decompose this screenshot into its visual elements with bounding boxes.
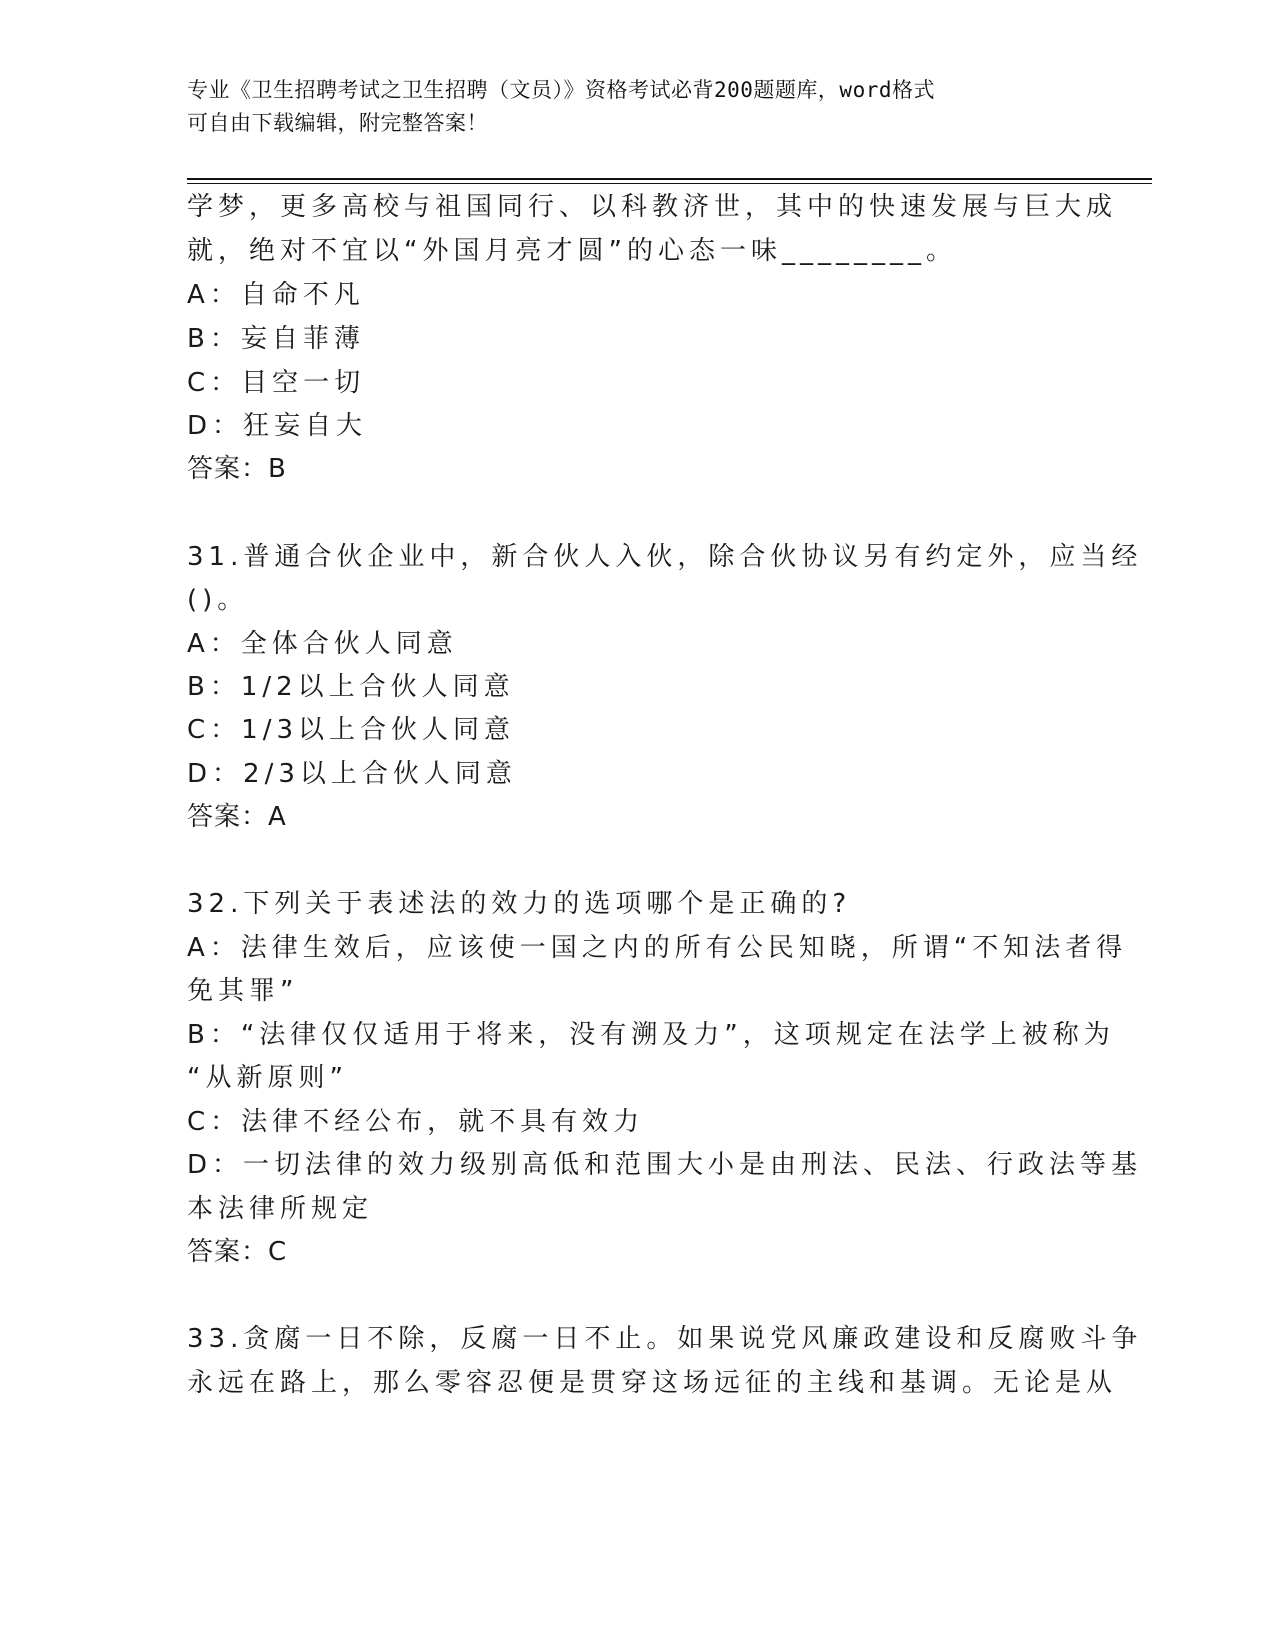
- q30-option-c: C：目空一切: [187, 368, 366, 398]
- header-line-2: 可自由下载编辑，附完整答案！: [187, 111, 488, 135]
- q32-option-a-line-1: A：法律生效后，应该使一国之内的所有公民知晓，所谓“不知法者得: [187, 933, 1128, 963]
- q31-stem-line-1: 31.普通合伙企业中，新合伙人入伙，除合伙协议另有约定外，应当经: [187, 542, 1143, 572]
- document-header: [187, 74, 1067, 140]
- q30-answer: 答案：B: [187, 454, 287, 484]
- q30-option-d: D：狂妄自大: [187, 411, 368, 441]
- q32-option-d-line-1: D：一切法律的效力级别高低和范围大小是由刑法、民法、行政法等基: [187, 1150, 1143, 1180]
- q32-option-a-line-2: 免其罪”: [187, 976, 299, 1006]
- q31-answer: 答案：A: [187, 802, 287, 832]
- q30-stem-line-1: 学梦，更多高校与祖国同行、以科教济世，其中的快速发展与巨大成: [187, 192, 1118, 222]
- q31-option-b: B：1/2以上合伙人同意: [187, 672, 515, 702]
- q33-stem-line-2: 永远在路上，那么零容忍便是贯穿这场远征的主线和基调。无论是从: [187, 1368, 1118, 1398]
- q31-stem-line-2: ()。: [187, 585, 249, 615]
- header-line-1: 专业《卫生招聘考试之卫生招聘（文员）》资格考试必背200题题库，word格式: [187, 78, 935, 102]
- q32-option-b-line-1: B：“法律仅仅适用于将来，没有溯及力”，这项规定在法学上被称为: [187, 1020, 1115, 1050]
- q32-option-b-line-2: “从新原则”: [187, 1063, 348, 1093]
- q30-option-b: B：妄自菲薄: [187, 324, 365, 354]
- q33-stem-line-1: 33.贪腐一日不除，反腐一日不止。如果说党风廉政建设和反腐败斗争: [187, 1324, 1143, 1354]
- q32-option-c: C：法律不经公布，就不具有效力: [187, 1107, 645, 1137]
- q31-option-c: C：1/3以上合伙人同意: [187, 715, 515, 745]
- q30-option-a: A：自命不凡: [187, 280, 365, 310]
- header-divider-thin: [187, 183, 1152, 184]
- header-divider-thick: [187, 178, 1152, 180]
- q31-option-d: D：2/3以上合伙人同意: [187, 759, 517, 789]
- q32-stem-line-1: 32.下列关于表述法的效力的选项哪个是正确的?: [187, 889, 852, 919]
- q32-answer: 答案：C: [187, 1237, 288, 1267]
- q30-stem-line-2: 就，绝对不宜以“外国月亮才圆”的心态一味________。: [187, 236, 957, 266]
- q31-option-a: A：全体合伙人同意: [187, 629, 458, 659]
- q32-option-d-line-2: 本法律所规定: [187, 1194, 374, 1224]
